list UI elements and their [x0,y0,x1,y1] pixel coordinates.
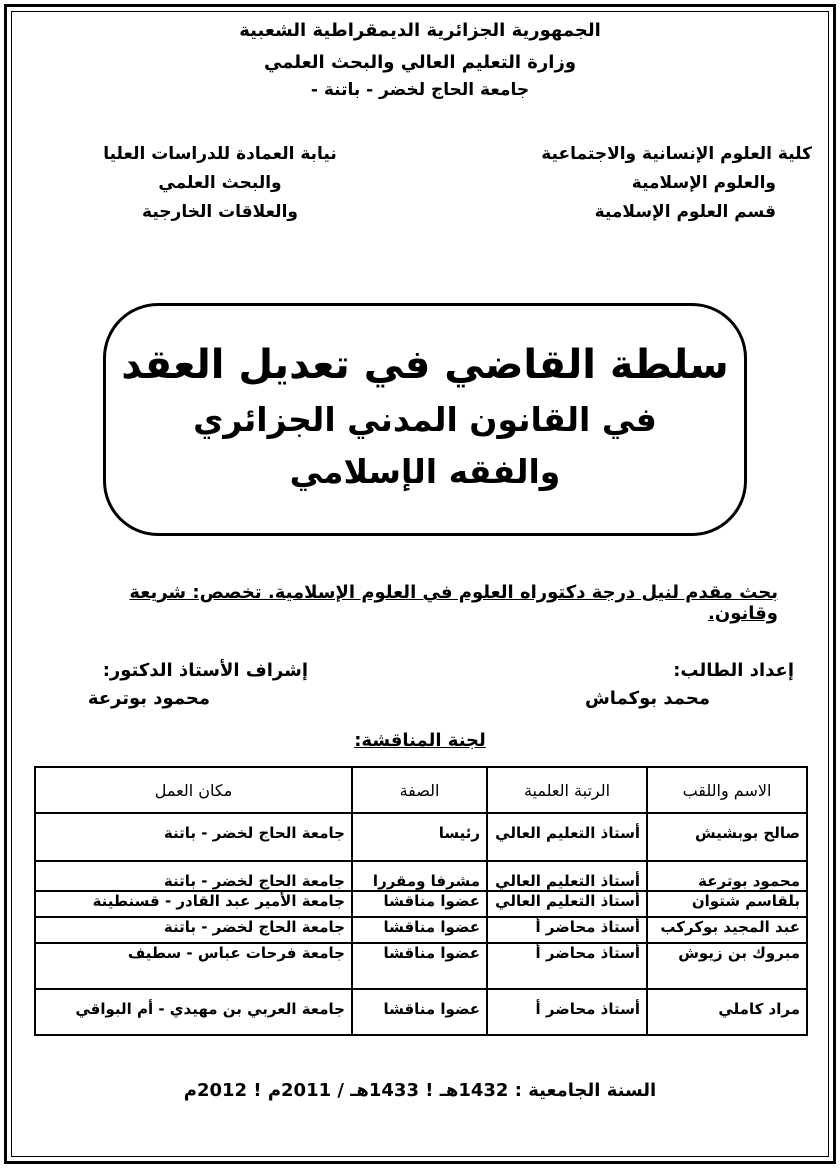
member-institution: جامعة فرحات عباس - سطيف [35,943,352,989]
table-header-row [35,767,807,813]
deanery-line1: نيابة العمادة للدراسات العليا [103,144,337,164]
header-cell: الاسم واللقب [647,767,807,813]
member-institution: جامعة الحاج لخضر - باتنة [35,813,352,861]
thesis-title-line2: في القانون المدني الجزائري [193,400,657,439]
faculty-name: كلية العلوم الإنسانية والاجتماعية [541,144,812,164]
thesis-title-line3: والفقه الإسلامي [289,452,561,491]
committee-table [34,766,808,1036]
member-role: عضوا مناقشا [352,917,487,943]
member-name: محمود بوترعة [647,861,807,891]
member-rank: أستاذ التعليم العالي [487,813,647,861]
member-role: عضوا مناقشا [352,943,487,989]
table-row [35,943,807,989]
committee-title: لجنة المناقشة: [354,730,486,751]
member-rank: أستاذ محاضر أ [487,989,647,1035]
member-institution: جامعة الحاج لخضر - باتنة [35,861,352,891]
member-institution: جامعة العربي بن مهيدي - أم البواقي [35,989,352,1035]
table-row [35,861,807,891]
thesis-title-box [103,303,747,536]
deanery-line3: والعلاقات الخارجية [142,202,298,222]
member-name: مبروك بن زيوش [647,943,807,989]
member-institution: جامعة الأمير عبد القادر - قسنطينة [35,891,352,917]
research-statement: بحث مقدم لنيل درجة دكتوراه العلوم في العلوم الإسلامية. تخصص: شريعة وقانون. [129,582,778,624]
member-name: بلقاسم شتوان [647,891,807,917]
member-role: عضوا مناقشا [352,989,487,1035]
member-institution: جامعة الحاج لخضر - باتنة [35,917,352,943]
academic-year: السنة الجامعية : 1432هـ ! 1433هـ / 2011م ! 2012م [183,1080,657,1101]
member-name: مراد كاملي [647,989,807,1035]
member-role: مشرفا ومقررا [352,861,487,891]
member-rank: أستاذ التعليم العالي [487,861,647,891]
faculty-block [492,140,812,227]
member-rank: أستاذ محاضر أ [487,943,647,989]
table-row [35,989,807,1035]
table-row [35,813,807,861]
deanery-block [60,140,380,227]
header-ministry: وزارة التعليم العالي والبحث العلمي [263,52,577,73]
member-rank: أستاذ التعليم العالي [487,891,647,917]
table-row [35,917,807,943]
faculty-name-cont: والعلوم الإسلامية [631,173,776,193]
header-cell: الصفة [352,767,487,813]
header-cell: مكان العمل [35,767,352,813]
member-name: صالح بوبشيش [647,813,807,861]
student-name: محمد بوكماش [584,688,710,709]
member-role: عضوا مناقشا [352,891,487,917]
member-name: عبد المجيد بوكركب [647,917,807,943]
header-university: جامعة الحاج لخضر - باتنة - [310,80,530,100]
header-republic: الجمهورية الجزائرية الديمقراطية الشعبية [239,20,601,41]
thesis-title-line1: سلطة القاضي في تعديل العقد [121,342,729,388]
member-role: رئيسا [352,813,487,861]
department-name: قسم العلوم الإسلامية [594,202,776,222]
supervisor-label: إشراف الأستاذ الدكتور: [102,660,308,681]
table-row [35,891,807,917]
supervisor-name: محمود بوترعة [87,688,210,709]
member-rank: أستاذ محاضر أ [487,917,647,943]
deanery-line2: والبحث العلمي [158,173,282,193]
header-cell: الرتبة العلمية [487,767,647,813]
student-label: إعداد الطالب: [673,660,794,681]
